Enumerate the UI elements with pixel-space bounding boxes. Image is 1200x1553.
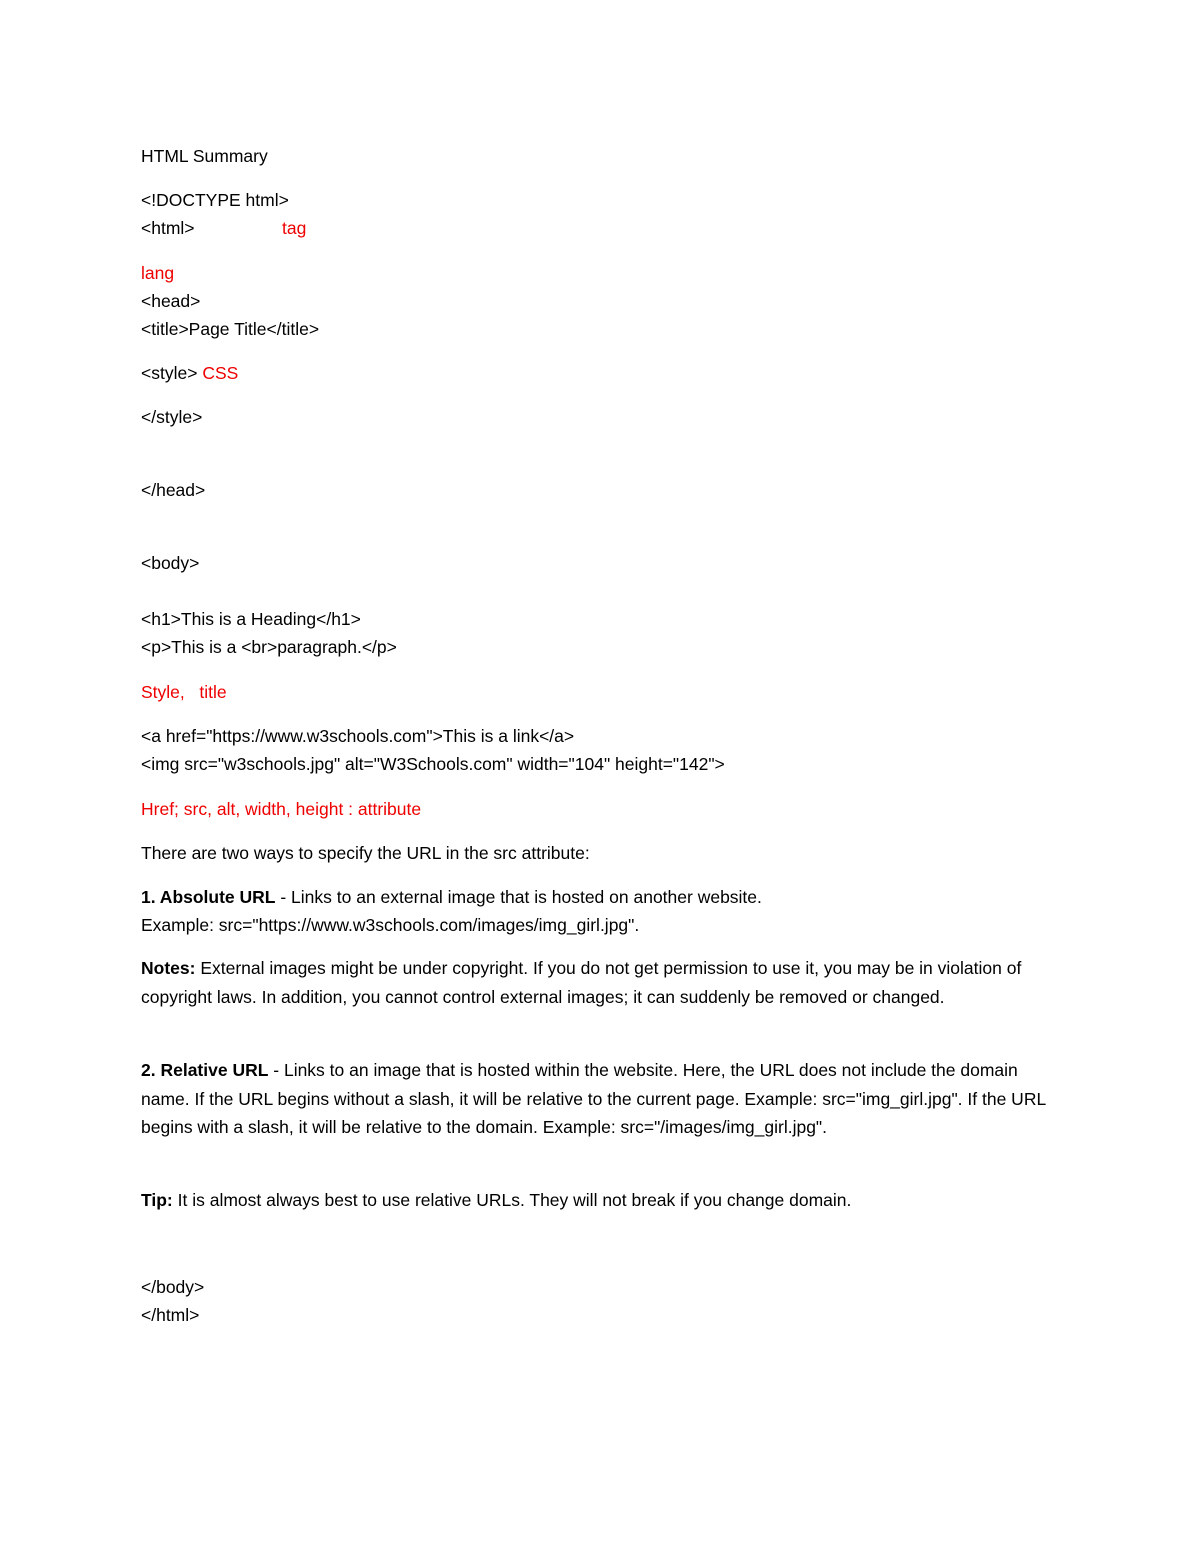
document-title: HTML Summary xyxy=(141,146,268,166)
html-open-tag: <html> xyxy=(141,218,195,238)
html-open-line xyxy=(141,217,307,239)
style-open-line xyxy=(141,362,238,384)
absolute-url-line xyxy=(141,886,762,908)
notes-label: Notes: xyxy=(141,958,196,978)
style-open-tag: <style> xyxy=(141,363,198,383)
html-close-line: </html> xyxy=(141,1305,200,1325)
body-open-line: <body> xyxy=(141,553,200,573)
style-close-line: </style> xyxy=(141,407,203,427)
h1-line: <h1>This is a Heading</h1> xyxy=(141,609,361,629)
body-close-line: </body> xyxy=(141,1277,205,1297)
notes-text: External images might be under copyright. If you do not get permission to use it, you may be in violation of copyright laws. In addition, you cannot control external images; it can suddenly be removed or changed. xyxy=(141,958,1022,1007)
css-note: CSS xyxy=(202,363,239,383)
style-title-note: Style, title xyxy=(141,682,227,702)
title-tag-line: <title>Page Title</title> xyxy=(141,319,320,339)
tip-text: It is almost always best to use relative URLs. They will not break if you change domain. xyxy=(172,1190,852,1210)
relative-url-paragraph xyxy=(141,1056,1061,1142)
notes-paragraph xyxy=(141,954,1061,1011)
absolute-url-label: 1. Absolute URL xyxy=(141,887,276,907)
tag-note: tag xyxy=(282,218,307,238)
doctype-line: <!DOCTYPE html> xyxy=(141,190,289,210)
lang-note: lang xyxy=(141,263,175,283)
attribute-note: Href; src, alt, width, height : attribute xyxy=(141,799,422,819)
relative-url-label: 2. Relative URL xyxy=(141,1060,269,1080)
anchor-line: <a href="https://www.w3schools.com">This is a link</a> xyxy=(141,726,575,746)
absolute-url-example: Example: src="https://www.w3schools.com/images/img_girl.jpg". xyxy=(141,915,640,935)
head-close-line: </head> xyxy=(141,480,206,500)
absolute-url-text: - Links to an external image that is hosted on another website. xyxy=(275,887,762,907)
ways-intro: There are two ways to specify the URL in the src attribute: xyxy=(141,843,590,863)
relative-url-text: - Links to an image that is hosted within the website. Here, the URL does not include the domain name. If the URL begins without a slash, it will be relative to the current page. Example: src="img_girl.jpg". If the URL begins with a slash, it will be relative to the domain. Example: src="/images/img_girl.jpg". xyxy=(141,1060,1046,1137)
tip-line xyxy=(141,1189,851,1211)
head-open-line: <head> xyxy=(141,291,201,311)
img-line: <img src="w3schools.jpg" alt="W3Schools.com" width="104" height="142"> xyxy=(141,754,725,774)
p-line: <p>This is a <br>paragraph.</p> xyxy=(141,637,397,657)
tip-label: Tip: xyxy=(141,1190,173,1210)
